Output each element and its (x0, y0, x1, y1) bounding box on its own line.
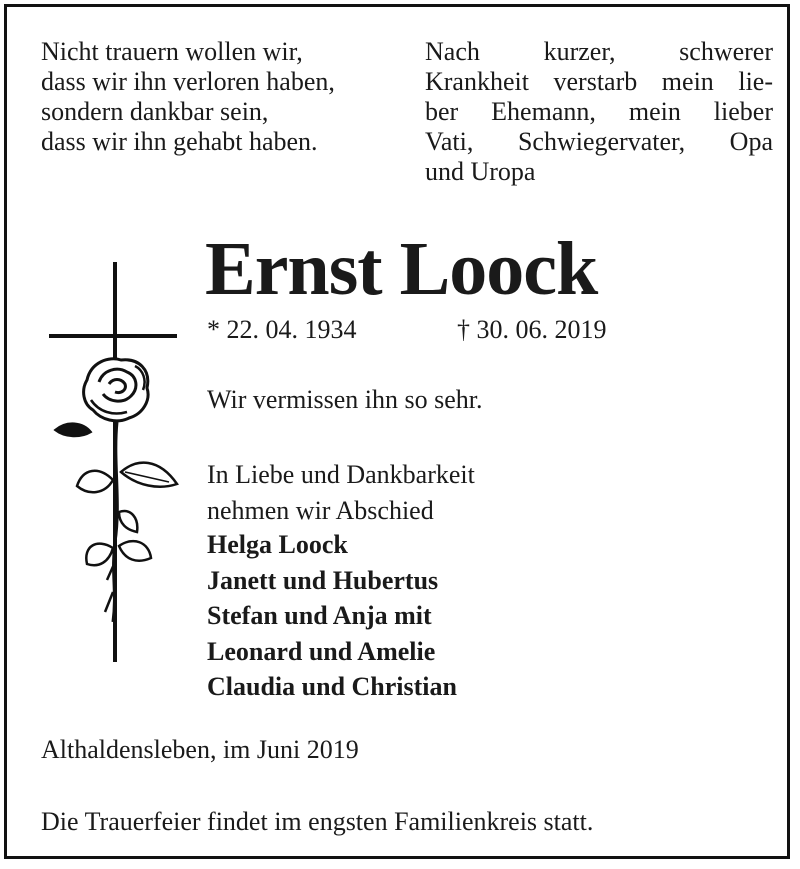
thanks-line: In Liebe und Dankbarkeit (207, 460, 475, 489)
intro-line: Vati, Schwiegervater, Opa (425, 127, 773, 156)
poem-line: dass wir ihn verloren haben, (41, 67, 335, 96)
thanks-line: nehmen wir Abschied (207, 496, 434, 525)
poem-line: sondern dankbar sein, (41, 97, 269, 126)
family-member: Leonard und Amelie (207, 636, 436, 666)
intro-line: ber Ehemann, mein lieber (425, 97, 773, 126)
family-member: Stefan und Anja mit (207, 601, 432, 630)
intro-block (425, 37, 773, 187)
poem-block (41, 37, 391, 157)
death-date: † 30. 06. 2019 (457, 315, 607, 344)
family-member: Claudia und Christian (207, 672, 457, 701)
funeral-note: Die Trauerfeier findet im engsten Familienkreis statt. (41, 807, 594, 836)
message-text: Wir vermissen ihn so sehr. (207, 385, 483, 414)
birth-date: * 22. 04. 1934 (207, 315, 357, 344)
thanks-block (207, 457, 475, 529)
obituary-frame (4, 4, 790, 859)
deceased-name: Ernst Loock (205, 227, 598, 311)
intro-line: Krankheit verstarb mein lie- (425, 67, 773, 96)
place-date: Althaldensleben, im Juni 2019 (41, 735, 359, 764)
poem-line: dass wir ihn gehabt haben. (41, 127, 318, 156)
intro-line: Nach kurzer, schwerer (425, 37, 773, 66)
family-member: Helga Loock (207, 530, 348, 559)
family-list (207, 527, 457, 705)
cross-icon (47, 262, 187, 672)
intro-line: und Uropa (425, 157, 536, 186)
family-member: Janett und Hubertus (207, 565, 439, 595)
poem-line: Nicht trauern wollen wir, (41, 37, 303, 66)
